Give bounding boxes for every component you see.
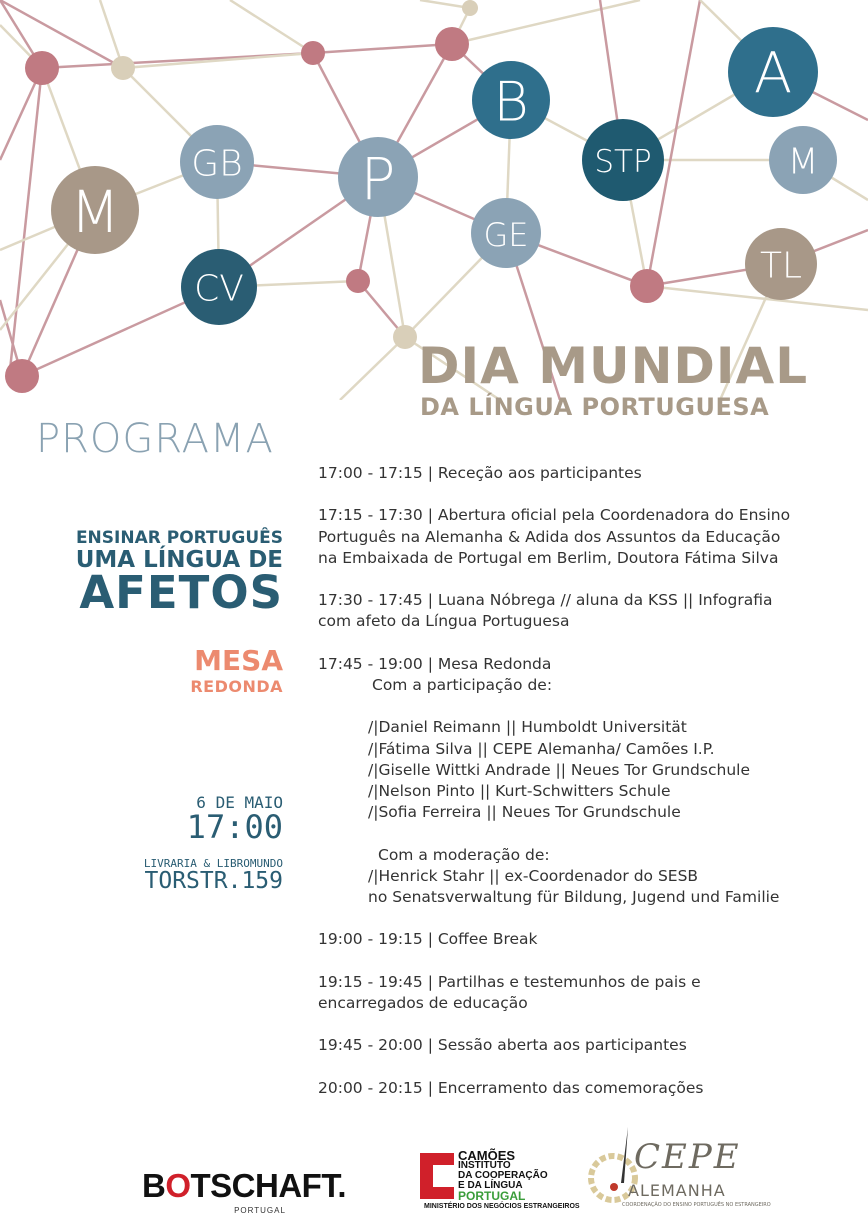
camoes-portugal: PORTUGAL	[458, 1189, 526, 1203]
cepe-logo-text: CEPE	[634, 1137, 741, 1177]
schedule-line: com afeto da Língua Portuguesa	[318, 612, 570, 631]
country-node-label: M	[69, 178, 121, 246]
schedule-line: encarregados de educação	[318, 993, 528, 1012]
botschaft-logo-b: B	[142, 1167, 166, 1204]
schedule-item	[318, 1035, 858, 1056]
moderation-label: Com a moderação de:	[378, 845, 550, 864]
country-node	[180, 125, 254, 199]
schedule-line: 20:00 - 20:15 | Encerramento das comemorações	[318, 1078, 704, 1097]
schedule-line: 19:00 - 19:15 | Coffee Break	[318, 930, 538, 949]
network-line	[123, 53, 313, 68]
theme-line-3: AFETOS	[79, 566, 283, 619]
country-node-label: STP	[594, 144, 652, 180]
camoes-ministry: MINISTÉRIO DOS NEGÓCIOS ESTRANGEIROS	[424, 1203, 580, 1210]
theme-line-2: UMA LÍNGUA DE	[75, 547, 283, 573]
redonda-label: REDONDA	[190, 677, 283, 696]
network-dot	[393, 325, 417, 349]
camoes-name: CAMÕES	[458, 1148, 516, 1163]
event-time: 17:00	[186, 808, 283, 846]
country-node	[472, 61, 550, 139]
participant: /|Giselle Wittki Andrade || Neues Tor Grundschule	[368, 760, 750, 779]
schedule-item	[318, 463, 858, 484]
schedule-line: Português na Alemanha & Adida dos Assuntos da Educação	[318, 527, 781, 546]
schedule-item	[318, 505, 858, 569]
schedule-item	[318, 929, 858, 950]
camoes-line: INSTITUTO	[458, 1160, 511, 1171]
theme-line-1: ENSINAR PORTUGUÊS	[75, 528, 283, 548]
schedule-item	[318, 972, 858, 1014]
participation-label: Com a participação de:	[372, 675, 553, 694]
schedule-line: 17:00 - 17:15 | Receção aos participantes	[318, 464, 642, 482]
camoes-logo-text	[458, 1148, 548, 1203]
country-node-label: A	[753, 41, 793, 107]
schedule-line: 17:15 - 17:30 | Abertura oficial pela Coordenadora do Ensino	[318, 506, 791, 525]
country-node	[338, 137, 418, 217]
participant: /|Sofia Ferreira || Neues Tor Grundschule	[368, 803, 681, 822]
country-node	[769, 126, 837, 194]
network-dot	[301, 41, 325, 65]
network-line	[340, 337, 405, 400]
schedule-item	[318, 590, 858, 632]
event-date: 6 DE MAIO	[196, 793, 283, 812]
camoes-logo-icon	[420, 1153, 454, 1199]
country-node-label: GB	[191, 143, 243, 185]
cepe-logo-tagline: COORDENAÇÃO DO ENSINO PORTUGUÊS NO ESTRANGEIRO	[622, 1202, 771, 1208]
participant: /|Daniel Reimann || Humboldt Universität	[368, 718, 687, 737]
moderator: /|Henrick Stahr || ex-Coordenador do SESB	[368, 866, 699, 885]
country-node-label: GE	[483, 216, 529, 254]
country-node	[728, 27, 818, 117]
network-dot	[435, 27, 469, 61]
country-node	[745, 228, 817, 300]
mesa-label: MESA	[194, 644, 283, 677]
network-dot	[25, 51, 59, 85]
participant: /|Fátima Silva || CEPE Alemanha/ Camões I.P.	[368, 739, 715, 758]
country-node-label: B	[493, 70, 529, 134]
programa-heading: PROGRAMA	[36, 416, 274, 462]
botschaft-logo-subtitle: PORTUGAL	[234, 1206, 286, 1215]
spacer	[318, 823, 858, 844]
schedule-line: 19:45 - 20:00 | Sessão aberta aos participantes	[318, 1036, 687, 1055]
botschaft-logo-o: O	[165, 1167, 191, 1204]
network-dot	[5, 359, 39, 393]
schedule-line: 17:30 - 17:45 | Luana Nóbrega // aluna da KSS || Infografia	[318, 591, 773, 610]
event-subtitle: DA LÍNGUA PORTUGUESA	[420, 393, 770, 421]
camoes-line: DA COOPERAÇÃO	[458, 1170, 548, 1181]
participant: /|Nelson Pinto || Kurt-Schwitters Schule	[368, 781, 671, 800]
country-node	[582, 119, 664, 201]
country-node-label: P	[360, 145, 396, 213]
country-node	[471, 198, 541, 268]
schedule	[318, 463, 858, 1120]
botschaft-logo-rest: TSCHAFT.	[190, 1167, 347, 1204]
cepe-logo-subtitle: ALEMANHA	[628, 1181, 726, 1200]
schedule-item-round-table	[318, 654, 858, 908]
schedule-line: na Embaixada de Portugal em Berlim, Doutora Fátima Silva	[318, 548, 779, 567]
network-dot	[346, 269, 370, 293]
network-line	[452, 0, 640, 44]
spacer	[318, 696, 858, 717]
country-node-label: M	[787, 141, 819, 183]
sponsor-logos	[0, 1115, 868, 1232]
country-node-label: TL	[759, 245, 803, 287]
network-line	[230, 0, 313, 53]
country-node-label: CV	[194, 268, 244, 310]
network-line	[313, 44, 452, 53]
botschaft-logo	[142, 1167, 346, 1205]
network-line	[10, 68, 42, 370]
country-node	[51, 166, 139, 254]
network-dot	[462, 0, 478, 16]
moderator-affiliation: no Senatsverwaltung für Bildung, Jugend und Familie	[368, 887, 780, 906]
event-venue: LIVRARIA & LIBROMUNDO	[143, 857, 283, 870]
network-dot	[630, 269, 664, 303]
event-address: TORSTR.159	[144, 868, 283, 894]
camoes-line: E DA LÍNGUA	[458, 1180, 523, 1191]
schedule-item	[318, 1078, 858, 1099]
country-node	[181, 249, 257, 325]
network-dot	[111, 56, 135, 80]
event-title: DIA MUNDIAL	[418, 337, 809, 395]
schedule-line: 17:45 - 19:00 | Mesa Redonda	[318, 654, 552, 673]
schedule-line: 19:15 - 19:45 | Partilhas e testemunhos de pais e	[318, 972, 701, 991]
